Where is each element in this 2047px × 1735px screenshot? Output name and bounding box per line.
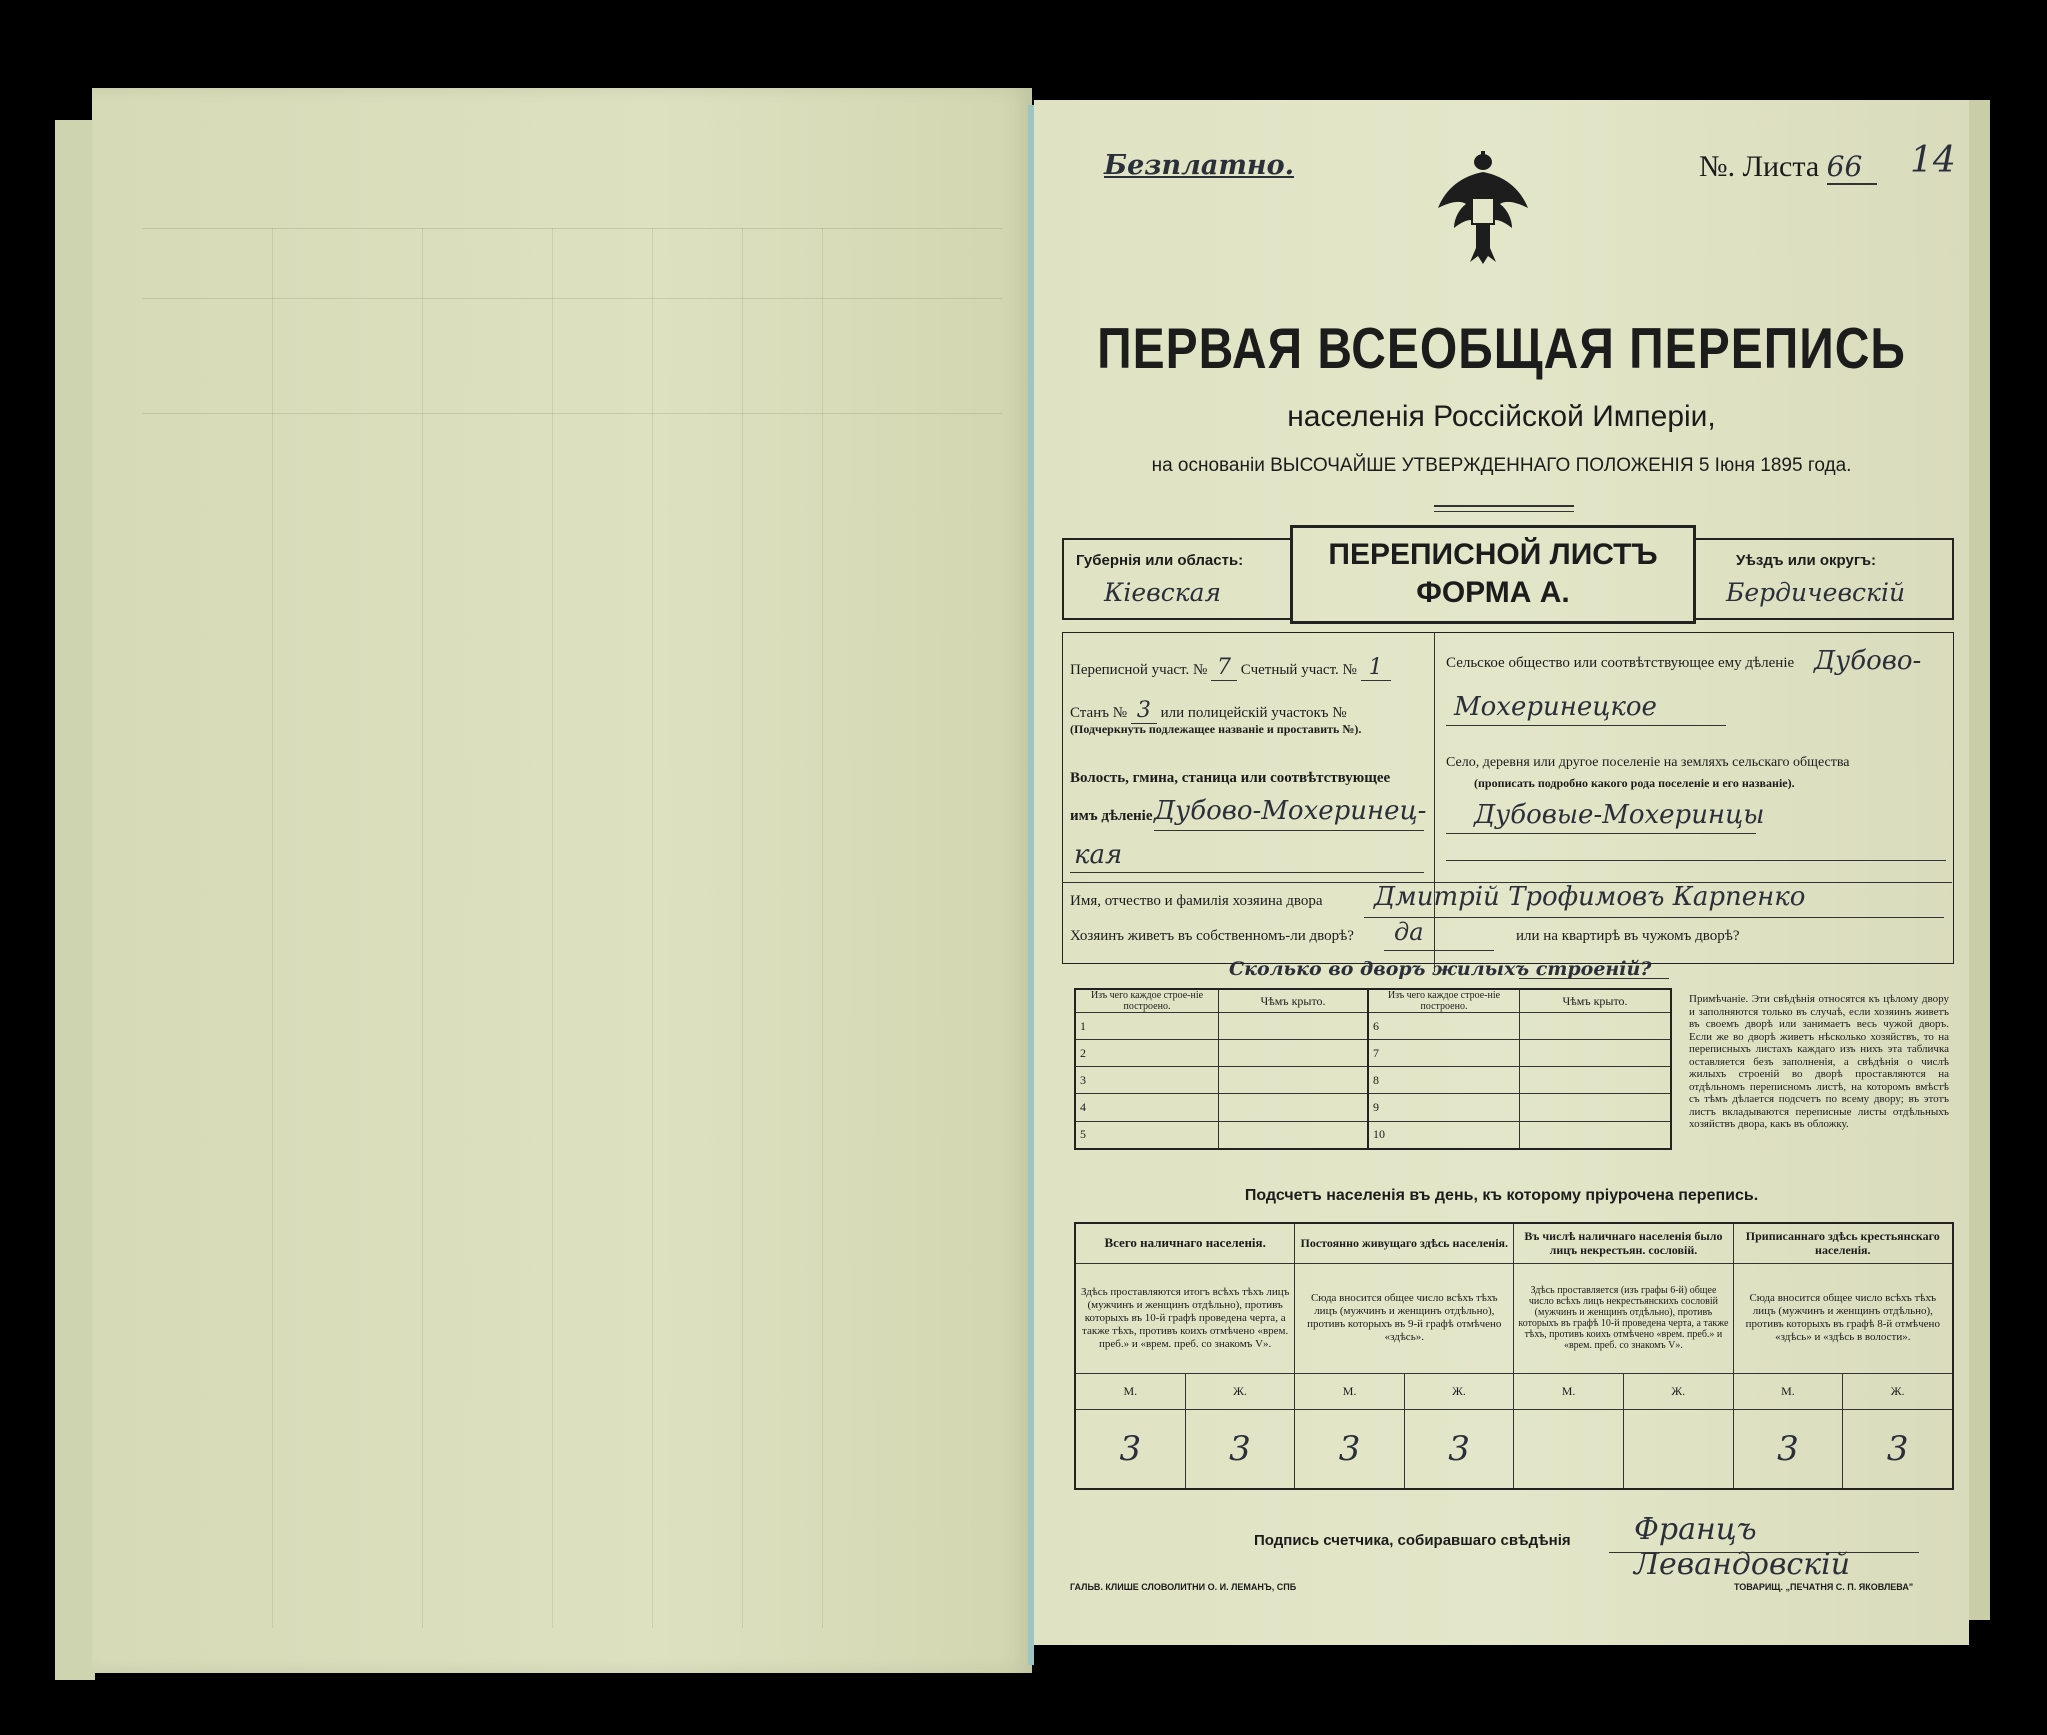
row-number: 4 (1075, 1094, 1219, 1121)
table-row (1075, 1094, 1671, 1121)
info-divider (1434, 632, 1435, 972)
volost-value-2: кая (1074, 840, 1123, 870)
row-number: 3 (1075, 1067, 1219, 1094)
society-label: Сельское общество или соотвѣтствующее ему дѣленіе (1446, 655, 1795, 671)
table-row (1075, 1121, 1671, 1149)
table-row (1075, 1067, 1671, 1094)
sheet-number-label: №. Листа (1699, 150, 1820, 183)
society-value-1: Дубово- (1814, 646, 1922, 676)
row-number: 6 (1368, 1013, 1520, 1040)
count-col-title-1: Постоянно живущаго здѣсь населенія. (1295, 1223, 1514, 1263)
sheet-number-value: 66 (1827, 150, 1877, 185)
society-value-2: Мохеринецкое (1454, 692, 1657, 722)
residence-underline (1384, 950, 1494, 951)
m-label: М. (1295, 1373, 1404, 1409)
f-label: Ж. (1843, 1373, 1953, 1409)
stan-note: (Подчеркнуть подлежащее названіе и проставить №). (1070, 722, 1362, 736)
count-col-title-3: Приписаннаго здѣсь крестьянскаго населенія. (1733, 1223, 1953, 1263)
f-label: Ж. (1404, 1373, 1513, 1409)
stan-suffix: или полицейскій участокъ № (1160, 705, 1347, 721)
volost-label-2: имъ дѣленіе (1070, 808, 1153, 824)
subtitle: населенія Россійской Имперіи, (1287, 400, 1716, 433)
signature-value: Францъ Левандовскій (1634, 1512, 1851, 1582)
owner-name-value: Дмитрій Трофимовъ Карпенко (1374, 882, 1806, 912)
buildings-col-material-2: Изъ чего каждое строе-ніе построено. (1368, 989, 1520, 1013)
ornament-divider (1434, 505, 1574, 512)
buildings-col-roof: Чѣмъ крыто. (1219, 989, 1369, 1013)
signature-label: Подпись счетчика, собиравшаго свѣдѣнія (1254, 1532, 1571, 1549)
stan-line (1070, 698, 1347, 723)
sheet-number (1699, 150, 1877, 185)
village-underline-2 (1446, 860, 1946, 861)
m-label: М. (1075, 1373, 1185, 1409)
volost-underline-2 (1070, 872, 1424, 873)
uezd-label: Уѣздъ или округъ: (1736, 552, 1877, 569)
m-label: М. (1514, 1373, 1624, 1409)
count-value: 3 (1185, 1409, 1295, 1489)
volost-value-1: Дубово-Мохеринец- (1154, 796, 1427, 826)
uezd-value: Бердичевскій (1726, 578, 1906, 607)
village-note: (прописать подробно какого рода поселеніе и его названіе). (1474, 776, 1795, 790)
counting-district-value: 1 (1361, 655, 1391, 681)
count-heading: Подсчетъ населенія въ день, къ которому пріурочена перепись. (1244, 1187, 1759, 1204)
residence-label: Хозяинъ живетъ въ собственномъ-ли дворѣ? (1070, 928, 1354, 944)
counting-district-label: Счетный участ. № (1240, 662, 1357, 678)
village-label: Село, деревня или другое поселеніе на земляхъ сельскаго общества (1446, 755, 1850, 770)
village-underline (1446, 833, 1756, 834)
count-value: 3 (1843, 1409, 1953, 1489)
count-value: 3 (1295, 1409, 1404, 1489)
count-value (1623, 1409, 1733, 1489)
owner-name-label: Имя, отчество и фамилія хозяина двора (1070, 893, 1323, 909)
footer-right: ТОВАРИЩ. „ПЕЧАТНЯ С. П. ЯКОВЛЕВА" (1734, 1582, 1914, 1592)
count-value: 3 (1404, 1409, 1513, 1489)
census-district-line (1070, 655, 1391, 680)
buildings-table (1074, 988, 1672, 1150)
gubernia-value: Кіевская (1104, 578, 1222, 607)
gubernia-box (1062, 538, 1292, 620)
stan-value: 3 (1131, 698, 1157, 724)
society-underline (1446, 725, 1726, 726)
count-col-title-2: Въ числѣ наличнаго населенія было лицъ некрестьян. сословій. (1514, 1223, 1733, 1263)
gubernia-label: Губернія или область: (1076, 552, 1244, 569)
m-label: М. (1733, 1373, 1843, 1409)
main-title: ПЕРВАЯ ВСЕОБЩАЯ ПЕРЕПИСЬ (1097, 317, 1906, 382)
buildings-col-roof-2: Чѣмъ крыто. (1520, 989, 1672, 1013)
count-table (1074, 1222, 1954, 1490)
form-subtitle: ФОРМА А. (1416, 576, 1570, 609)
free-label: Безплатно. (1104, 150, 1295, 181)
volost-underline-1 (1154, 830, 1424, 831)
count-value: 3 (1075, 1409, 1185, 1489)
row-number: 5 (1075, 1121, 1219, 1149)
row-number: 10 (1368, 1121, 1520, 1149)
count-value: 3 (1733, 1409, 1843, 1489)
count-col-desc-1: Сюда вносится общее число всѣхъ тѣхъ лицъ (мужчинъ и женщинъ отдѣльно), противъ которыхъ въ 9-й графѣ отмѣчено «здѣсь». (1295, 1263, 1514, 1373)
census-district-label: Переписной участ. № (1070, 662, 1208, 678)
row-number: 2 (1075, 1040, 1219, 1067)
table-row (1075, 1040, 1671, 1067)
row-number: 7 (1368, 1040, 1520, 1067)
form-title: ПЕРЕПИСНОЙ ЛИСТЪ (1328, 538, 1658, 571)
left-page (92, 88, 1032, 1673)
row-number: 8 (1368, 1067, 1520, 1094)
stan-label: Станъ № (1070, 705, 1128, 721)
footer-left: ГАЛЬВ. КЛИШЕ СЛОВОЛИТНИ О. И. ЛЕМАНЪ, СПБ (1070, 1582, 1297, 1592)
buildings-col-material: Изъ чего каждое строе-ніе построено. (1075, 989, 1219, 1013)
signature-underline (1609, 1552, 1919, 1553)
census-district-value: 7 (1211, 655, 1237, 681)
note-text: Примѣчаніе. Эти свѣдѣнія относятся къ цѣлому двору и заполняются только въ случаѣ, если хозяинъ живетъ въ своемъ дворѣ или занимаетъ весь чужой дворъ. Если же во дворѣ живетъ нѣсколько хозяйствъ, то на переписныхъ листахъ каждаго изъ нихъ эта табличка оставляется безъ заполненія, а свѣдѣнія о числѣ жилыхъ строеній во дворѣ проставляются на отдѣльномъ переписномъ листѣ, на которомъ вмѣстѣ съ тѣмъ дѣлается подсчетъ по всему двору; въ этотъ листъ вкладываются переписные листы отдѣльныхъ хозяйствъ двора, какъ въ обложку. (1689, 993, 1949, 1130)
basis-line: на основаніи ВЫСОЧАЙШЕ УТВЕРЖДЕННАГО ПОЛОЖЕНІЯ 5 Іюня 1895 года. (1151, 455, 1852, 476)
form-title-box (1290, 525, 1696, 624)
volost-label-1: Волость, гмина, станица или соотвѣтствующее (1070, 770, 1391, 786)
count-value (1514, 1409, 1624, 1489)
owner-name-underline (1364, 917, 1944, 918)
f-label: Ж. (1623, 1373, 1733, 1409)
corner-number: 14 (1910, 140, 1956, 181)
census-form-page (1034, 100, 1969, 1645)
residence-suffix: или на квартирѣ въ чужомъ дворѣ? (1516, 928, 1740, 944)
row-number: 9 (1368, 1094, 1520, 1121)
table-row (1075, 1013, 1671, 1040)
count-col-desc-0: Здѣсь проставляются итогъ всѣхъ тѣхъ лицъ (мужчинъ и женщинъ отдѣльно), противъ которыхъ въ 10-й графѣ проведена черта, а также тѣхъ, противъ коихъ отмѣчено «врем. преб.» и «врем. преб. со знакомъ V». (1075, 1263, 1295, 1373)
village-value: Дубовые-Мохеринцы (1474, 800, 1765, 830)
count-col-desc-3: Сюда вносится общее число всѣхъ тѣхъ лицъ (мужчинъ и женщинъ отдѣльно), противъ которыхъ въ графѣ 8-й отмѣчено «здѣсь» и «здѣсь в волости». (1733, 1263, 1953, 1373)
buildings-question: Сколько во дворъ жилыхъ строеній? (1229, 958, 1652, 980)
imperial-eagle-emblem (1432, 148, 1534, 266)
uezd-box (1696, 538, 1954, 620)
buildings-answer-line (1519, 978, 1669, 979)
back-sheet (55, 120, 95, 1680)
residence-value: да (1394, 918, 1424, 946)
count-col-desc-2: Здѣсь проставляется (изъ графы 6-й) общее число всѣхъ лицъ некрестьянскихъ сословій (мужчинъ и женщинъ отдѣльно), противъ которыхъ въ графѣ 10-й проведена черта, а также тѣхъ, противъ коихъ отмѣчено «врем. преб.» и «врем. преб. со знакомъ V». (1514, 1263, 1733, 1373)
row-number: 1 (1075, 1013, 1219, 1040)
count-col-title-0: Всего наличнаго населенія. (1075, 1223, 1295, 1263)
f-label: Ж. (1185, 1373, 1295, 1409)
